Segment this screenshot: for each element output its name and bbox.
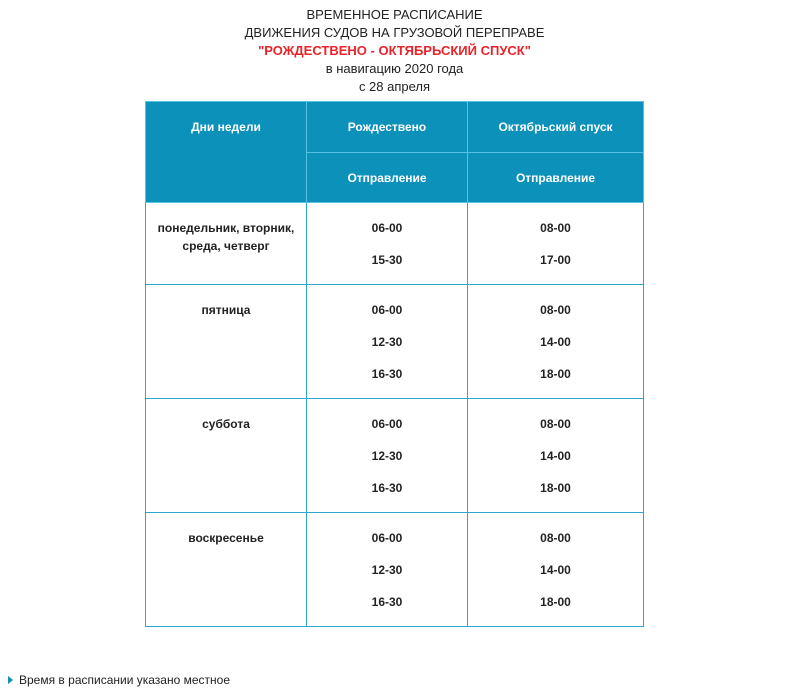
time-cell: 06-00 <box>371 221 403 235</box>
footnote-text: Время в расписании указано местное <box>19 673 230 687</box>
row-days: понедельник, вторник, среда, четверг <box>146 203 307 285</box>
time-cell: 06-00 <box>371 417 403 431</box>
header-departure-to: Отправление <box>468 153 644 203</box>
schedule-heading <box>0 6 789 96</box>
table-row <box>146 399 644 513</box>
row-to-times <box>468 513 644 627</box>
header-from-station: Рождествено <box>307 102 468 153</box>
row-days: суббота <box>146 399 307 513</box>
header-days: Дни недели <box>146 102 307 203</box>
row-days: пятница <box>146 285 307 399</box>
table-row <box>146 203 644 285</box>
heading-season: в навигацию 2020 года <box>325 61 464 76</box>
time-cell: 08-00 <box>540 303 571 317</box>
time-cell: 16-30 <box>371 595 403 609</box>
time-cell: 16-30 <box>371 481 403 495</box>
time-cell: 06-00 <box>371 531 403 545</box>
heading-start-date: с 28 апреля <box>358 79 431 94</box>
header-to-station: Октябрьский спуск <box>468 102 644 153</box>
row-from-times <box>307 513 468 627</box>
time-cell: 14-00 <box>540 449 571 463</box>
time-cell: 16-30 <box>371 367 403 381</box>
heading-line-title: ВРЕМЕННОЕ РАСПИСАНИЕ <box>306 7 483 22</box>
row-from-times <box>307 203 468 285</box>
row-days: воскресенье <box>146 513 307 627</box>
time-cell: 06-00 <box>371 303 403 317</box>
row-to-times <box>468 203 644 285</box>
time-cell: 14-00 <box>540 563 571 577</box>
row-from-times <box>307 399 468 513</box>
row-to-times <box>468 399 644 513</box>
row-from-times <box>307 285 468 399</box>
time-cell: 18-00 <box>540 595 571 609</box>
footnote <box>8 672 230 688</box>
time-cell: 17-00 <box>540 253 571 267</box>
table-row <box>146 513 644 627</box>
time-cell: 18-00 <box>540 367 571 381</box>
heading-route: "РОЖДЕСТВЕНО - ОКТЯБРЬСКИЙ СПУСК" <box>258 43 531 58</box>
time-cell: 12-30 <box>371 449 403 463</box>
heading-line-subtitle: ДВИЖЕНИЯ СУДОВ НА ГРУЗОВОЙ ПЕРЕПРАВЕ <box>244 25 545 40</box>
header-departure-from: Отправление <box>307 153 468 203</box>
triangle-right-icon <box>8 676 13 684</box>
time-cell: 15-30 <box>371 253 403 267</box>
time-cell: 14-00 <box>540 335 571 349</box>
time-cell: 08-00 <box>540 221 571 235</box>
table-row <box>146 285 644 399</box>
time-cell: 12-30 <box>371 335 403 349</box>
time-cell: 18-00 <box>540 481 571 495</box>
time-cell: 12-30 <box>371 563 403 577</box>
time-cell: 08-00 <box>540 417 571 431</box>
table-header-row <box>146 102 644 153</box>
time-cell: 08-00 <box>540 531 571 545</box>
row-to-times <box>468 285 644 399</box>
schedule-table <box>145 101 644 627</box>
